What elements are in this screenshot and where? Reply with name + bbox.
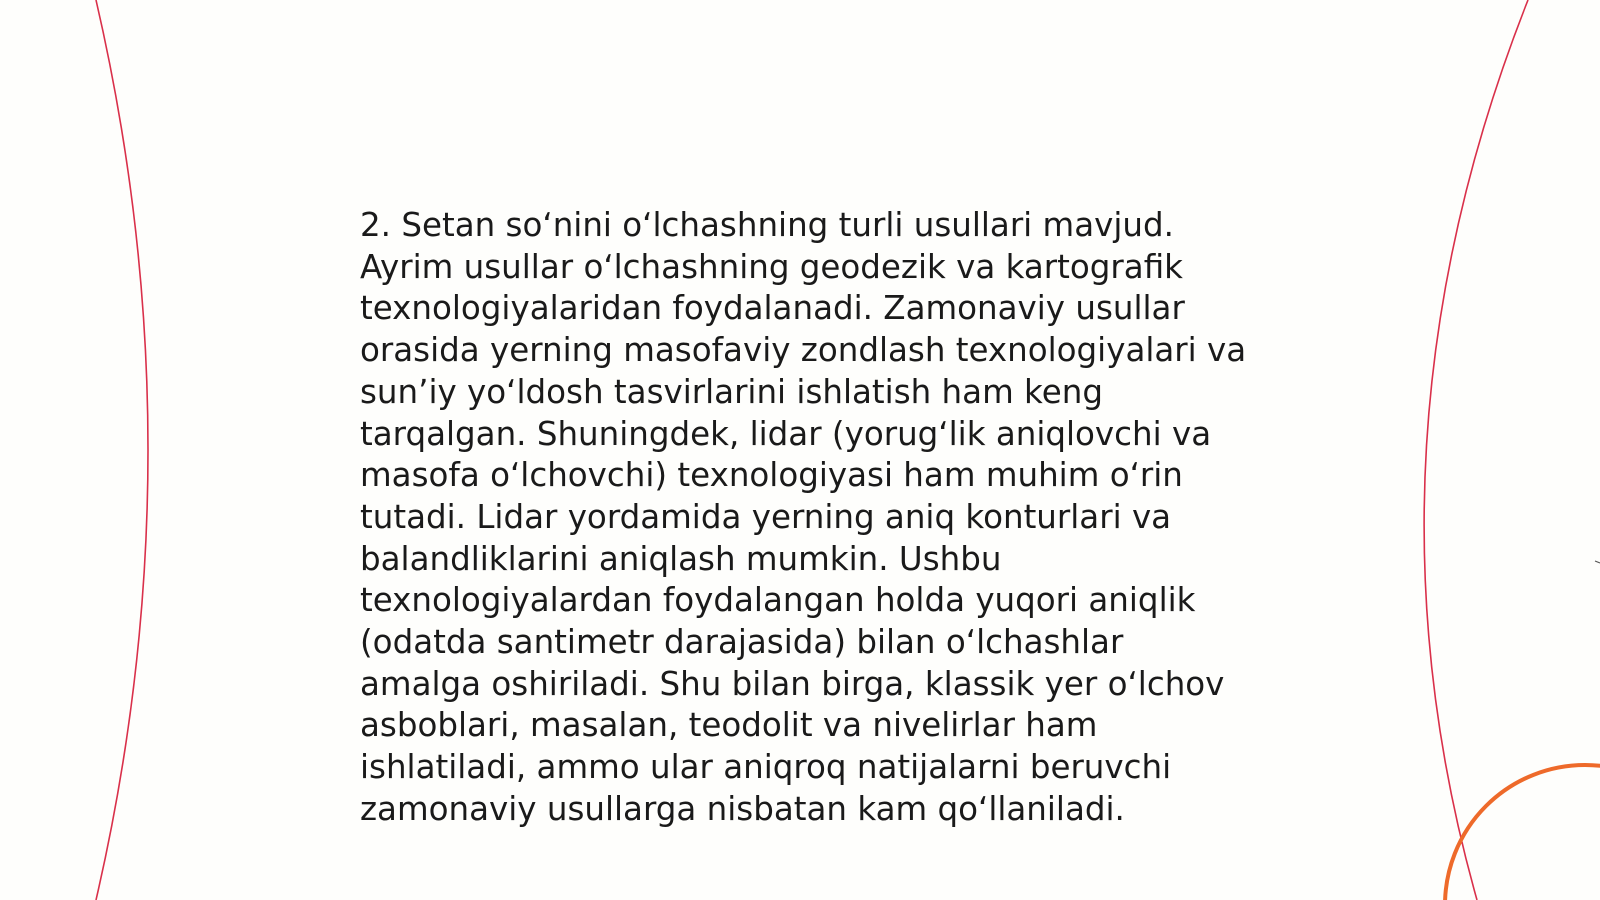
slide-body-text: 2. Setan so‘nini o‘lchashning turli usullari mavjud. Ayrim usullar o‘lchashning geodezik va kartografik texnologiyalaridan foydalanadi. Zamonaviy usullar orasida yerning masofaviy zondlash texnologiyalari va sun’iy yo‘ldosh tasvirlarini ishlatish ham keng tarqalgan. Shuningdek, lidar (yorug‘lik aniqlovchi va masofa o‘lchovchi) texnologiyasi ham muhim o‘rin tutadi. Lidar yordamida yerning aniq konturlari va balandliklarini aniqlash mumkin. Ushbu texnologiyalardan foydalangan holda yuqori aniqlik (odatda santimetr darajasida) bilan o‘lchashlar amalga oshiriladi. Shu bilan birga, klassik yer o‘lchov asboblari, masalan, teodolit va nivelirlar ham ishlatiladi, ammo ular aniqroq natijalarni beruvchi zamonaviy usullarga nisbatan kam qo‘llaniladi. [360, 206, 1247, 828]
orange-circle-outline [1445, 765, 1600, 900]
small-tick-mark [1595, 561, 1600, 563]
right-curve-line [1424, 0, 1528, 900]
left-curve-line [96, 0, 148, 900]
